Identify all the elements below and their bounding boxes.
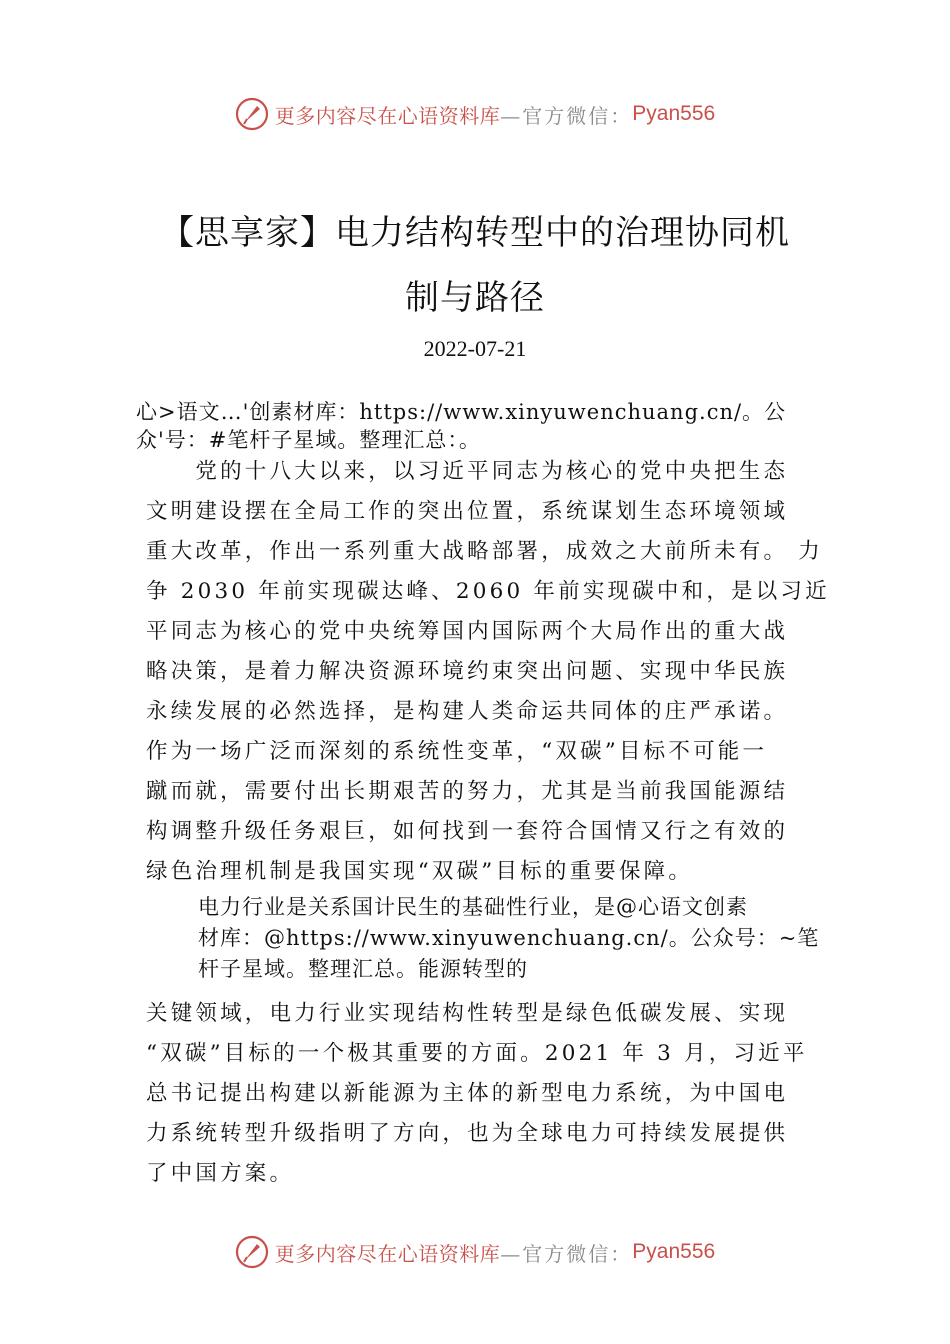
inserted-note-line: 杆子星域。整理汇总。能源转型的 [198, 957, 528, 981]
document-date: 2022-07-21 [423, 336, 527, 361]
banner-wechat-id: Pyan556 [632, 1240, 716, 1263]
paragraph-line: 平同志为核心的党中央统筹国内国际两个大局作出的重大战 [146, 619, 789, 644]
footer-banner [0, 1232, 950, 1272]
paragraph-line: 略决策，是着力解决资源环境约束突出问题、实现中华民族 [146, 659, 789, 684]
banner-wechat-label: —官方微信： [500, 103, 633, 128]
banner-site-text: 更多内容尽在心语资料库 [274, 103, 501, 128]
paragraph-line: “双碳”目标的一个极其重要的方面。2021 年 3 月，习近平 [146, 1041, 808, 1066]
paragraph-line: 力系统转型升级指明了方向，也为全球电力可持续发展提供 [146, 1121, 789, 1146]
paragraph-line: 了中国方案。 [146, 1161, 295, 1186]
paragraph-line: 重大改革，作出一系列重大战略部署，成效之大前所未有。 力 [146, 539, 823, 564]
inserted-note-line: 心>语文…'创素材库：https://www.xinyuwenchuang.cn/。公 [136, 400, 787, 424]
paragraph-line: 永续发展的必然选择，是构建人类命运共同体的庄严承诺。 [146, 699, 789, 724]
paragraph-line: 总书记提出构建以新能源为主体的新型电力系统，为中国电 [146, 1081, 789, 1106]
quill-pen-logo [235, 1235, 269, 1269]
inserted-note-line: 众'号：#笔杆子星域。整理汇总：。 [136, 428, 481, 452]
paragraph-line: 绿色治理机制是我国实现“双碳”目标的重要保障。 [146, 859, 694, 884]
paragraph-line: 文明建设摆在全局工作的突出位置，系统谋划生态环境领域 [146, 499, 789, 524]
body-paragraph-1 [146, 452, 830, 892]
document-title-line-1: 【思享家】电力结构转型中的治理协同机 [160, 213, 790, 253]
paragraph-line: 关键领域，电力行业实现结构性转型是绿色低碳发展、实现 [146, 1001, 789, 1026]
quill-pen-logo [235, 97, 269, 131]
banner-site-text: 更多内容尽在心语资料库 [274, 1241, 501, 1266]
paragraph-line: 蹴而就，需要付出长期艰苦的努力，尤其是当前我国能源结 [146, 779, 789, 804]
document-title-line-2: 制与路径 [405, 278, 545, 318]
body-paragraph-2 [146, 994, 812, 1194]
inserted-note-line: 电力行业是关系国计民生的基础性行业，是@心语文创素 [198, 895, 748, 919]
banner-wechat-id: Pyan556 [632, 102, 716, 125]
inserted-note-line: 材库：@https://www.xinyuwenchuang.cn/。公众号：~笔 [198, 926, 820, 950]
paragraph-line: 构调整升级任务艰巨，如何找到一套符合国情又行之有效的 [146, 819, 789, 844]
paragraph-line: 党的十八大以来，以习近平同志为核心的党中央把生态 [146, 459, 789, 484]
header-banner [0, 94, 950, 134]
paragraph-line: 争 2030 年前实现碳达峰、2060 年前实现碳中和，是以习近 [146, 579, 830, 604]
paragraph-line: 作为一场广泛而深刻的系统性变革，“双碳”目标不可能一 [146, 739, 768, 764]
banner-wechat-label: —官方微信： [500, 1241, 633, 1266]
